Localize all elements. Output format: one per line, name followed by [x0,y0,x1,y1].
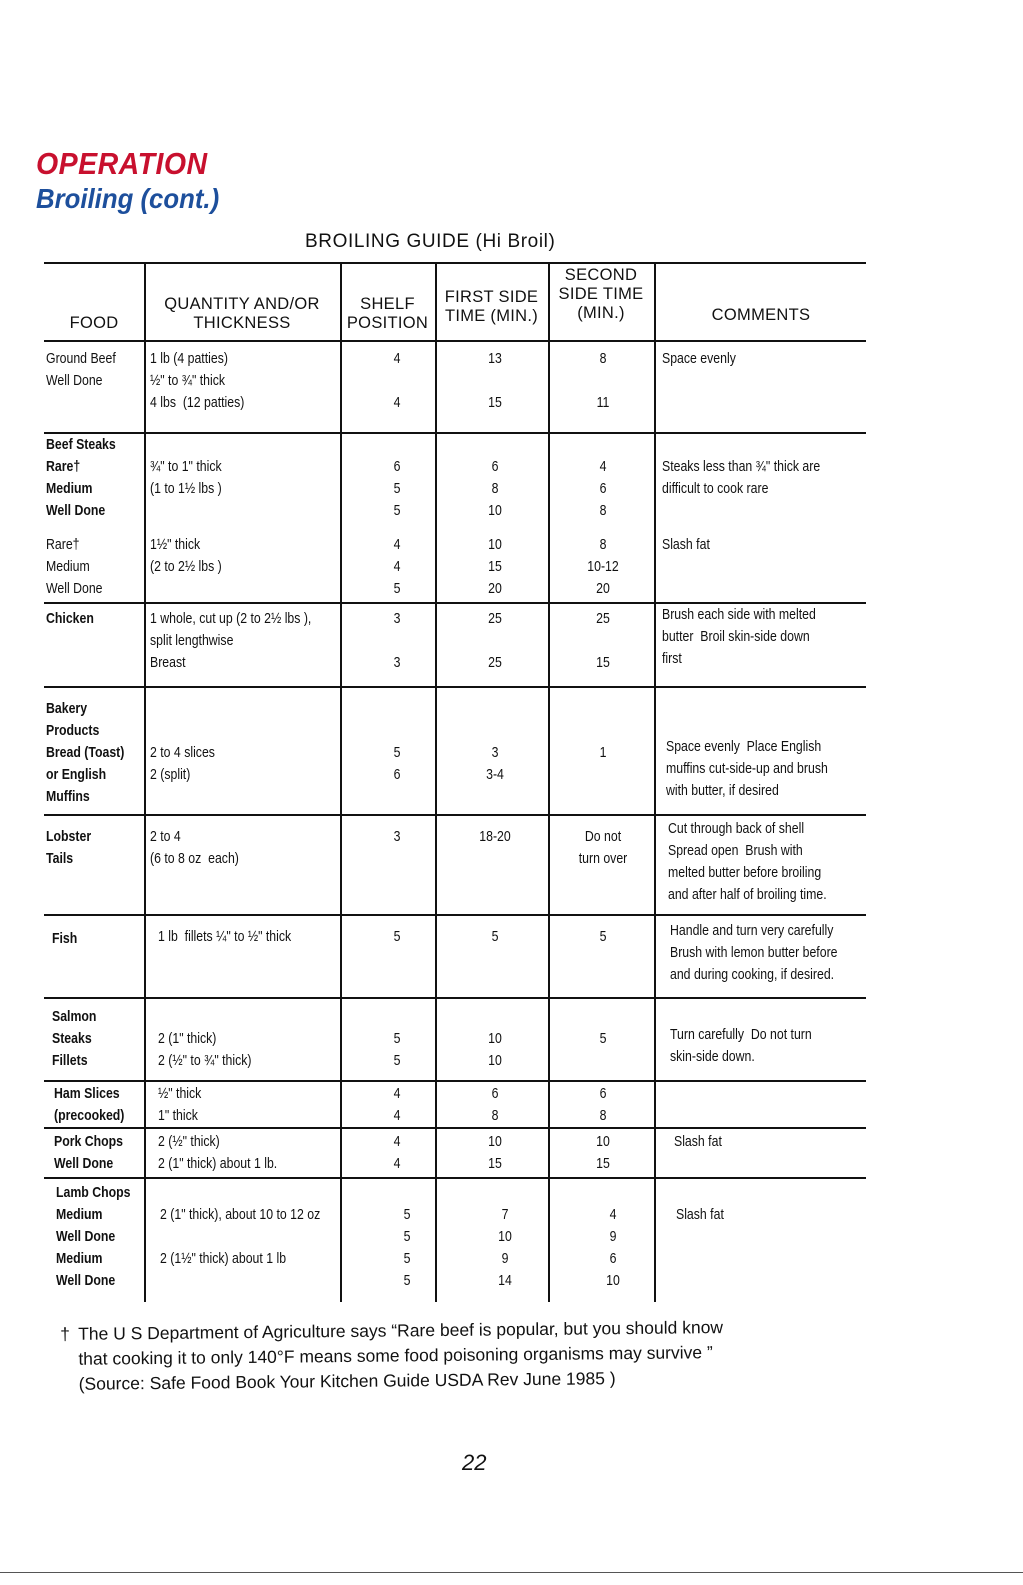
first-side-cell: 25 25 [488,610,502,671]
table-top-rule [44,262,866,264]
row-rule [44,1177,866,1179]
food-cell: Bakery Products Bread (Toast) or English Muffins [46,700,125,805]
first-side-cell: 10 15 20 [488,536,502,597]
second-side-cell: 4 9 6 10 [606,1206,620,1289]
first-side-cell: 6 8 10 [488,458,502,519]
header-quantity: QUANTITY AND/OR THICKNESS [164,295,320,332]
col-rule [340,262,342,1302]
shelf-cell: 6 5 5 [393,458,401,519]
header-rule [44,340,866,342]
quantity-cell: 1 whole, cut up (2 to 2½ lbs ), split lengthwise Breast [150,610,312,671]
shelf-cell: 4 4 5 [393,536,401,597]
shelf-cell: 4 4 [393,1085,401,1124]
header-first-side: FIRST SIDE TIME (MIN.) [444,288,539,325]
food-cell: Rare† Medium Well Done [46,536,103,597]
subsection-title: Broiling (cont.) [36,183,220,214]
row-rule [44,1080,866,1082]
shelf-cell: 3 [393,828,401,845]
shelf-cell: 4 4 [393,1133,401,1172]
second-side-cell: 5 [599,1030,607,1047]
food-cell: Beef Steaks Rare† Medium Well Done [46,436,116,519]
header-comments: COMMENTS [711,306,811,324]
comments-cell: Space evenly Place English muffins cut-side-up and brush with butter, if desired [666,738,828,799]
guide-title: BROILING GUIDE (Hi Broil) [305,231,556,252]
broiling-guide-table [44,262,866,1302]
food-cell: Lobster Tails [46,828,92,867]
row-rule [44,686,866,688]
quantity-cell: 2 to 4 (6 to 8 oz each) [150,828,239,867]
footnote [60,1314,861,1397]
header-second-side: SECOND SIDE TIME (MIN.) [558,266,644,322]
first-side-cell: 10 15 [488,1133,502,1172]
first-side-cell: 3 3-4 [486,744,504,783]
col-rule [435,262,437,1302]
food-cell: Fish [52,930,78,947]
first-side-cell: 6 8 [491,1085,499,1124]
dagger-mark: † [60,1323,70,1344]
footnote-line: that cooking it to only 140°F means some food poisoning organisms may survive ” [78,1342,713,1369]
comments-cell: Handle and turn very carefully Brush with lemon butter before and during cooking, if desired. [670,922,838,983]
quantity-cell: 1 lb (4 patties) ½" to ¾" thick 4 lbs (12 patties) [150,350,245,411]
row-rule [44,997,866,999]
shelf-cell: 5 5 [393,1030,401,1069]
comments-cell: Steaks less than ¾" thick are difficult to cook rare [662,458,821,497]
second-side-cell: 6 8 [599,1085,607,1124]
quantity-cell: ½" thick 1" thick [158,1085,202,1124]
comments-cell: Slash fat [662,536,710,553]
comments-cell: Slash fat [676,1206,724,1223]
food-cell: Ground Beef Well Done [46,350,116,389]
first-side-cell: 13 15 [488,350,502,411]
section-title: OPERATION [36,146,208,181]
col-rule [654,262,656,1302]
comments-cell: Turn carefully Do not turn skin-side down. [670,1026,812,1065]
first-side-cell: 10 10 [488,1030,502,1069]
second-side-cell: 10 15 [596,1133,610,1172]
quantity-cell: 2 (½" thick) 2 (1" thick) about 1 lb. [158,1133,278,1172]
first-side-cell: 5 [491,928,499,945]
second-side-cell: 5 [599,928,607,945]
food-cell: Salmon Steaks Fillets [52,1008,97,1069]
comments-cell: Space evenly [662,350,736,367]
page-number: 22 [462,1450,487,1475]
first-side-cell: 18-20 [479,828,511,845]
second-side-cell: 4 6 8 [599,458,607,519]
shelf-cell: 5 6 [393,744,401,783]
footnote-line: (Source: Safe Food Book Your Kitchen Guide USDA Rev June 1985 ) [78,1368,616,1394]
first-side-cell: 7 10 9 14 [498,1206,512,1289]
quantity-cell: 2 (1" thick), about 10 to 12 oz 2 (1½" thick) about 1 lb [160,1206,321,1267]
shelf-cell: 4 4 [393,350,401,411]
food-cell: Ham Slices (precooked) [54,1085,125,1124]
row-rule [44,914,866,916]
header-food: FOOD [69,314,119,332]
col-rule [548,262,550,1302]
quantity-cell: 2 (1" thick) 2 (½" to ¾" thick) [158,1030,252,1069]
second-side-cell: 8 10-12 20 [587,536,619,597]
second-side-cell: 1 [599,744,607,761]
header-shelf: SHELF POSITION [346,295,429,332]
comments-cell: Slash fat [674,1133,722,1150]
shelf-cell: 5 [393,928,401,945]
second-side-cell: 25 15 [596,610,610,671]
second-side-cell: 8 11 [596,350,610,411]
row-rule [44,1127,866,1129]
second-side-cell: Do not turn over [578,828,628,867]
food-cell: Chicken [46,610,94,627]
quantity-cell: 1½" thick (2 to 2½ lbs ) [150,536,222,575]
page-bottom-rule [0,1572,1023,1573]
quantity-cell: 2 to 4 slices 2 (split) [150,744,215,783]
comments-cell: Cut through back of shell Spread open Brush with melted butter before broiling and after half of broiling time. [668,820,827,903]
quantity-cell: ¾" to 1" thick (1 to 1½ lbs ) [150,458,222,497]
comments-cell: Brush each side with melted butter Broil skin-side down first [662,606,816,667]
col-rule [144,262,146,1302]
food-cell: Lamb Chops Medium Well Done Medium Well Done [56,1184,131,1289]
food-cell: Pork Chops Well Done [54,1133,124,1172]
footnote-line: The U S Department of Agriculture says “Rare beef is popular, but you should know [78,1317,724,1344]
row-rule [44,814,866,816]
quantity-cell: 1 lb fillets ¼" to ½" thick [158,928,292,945]
shelf-cell: 3 3 [393,610,401,671]
shelf-cell: 5 5 5 5 [403,1206,411,1289]
